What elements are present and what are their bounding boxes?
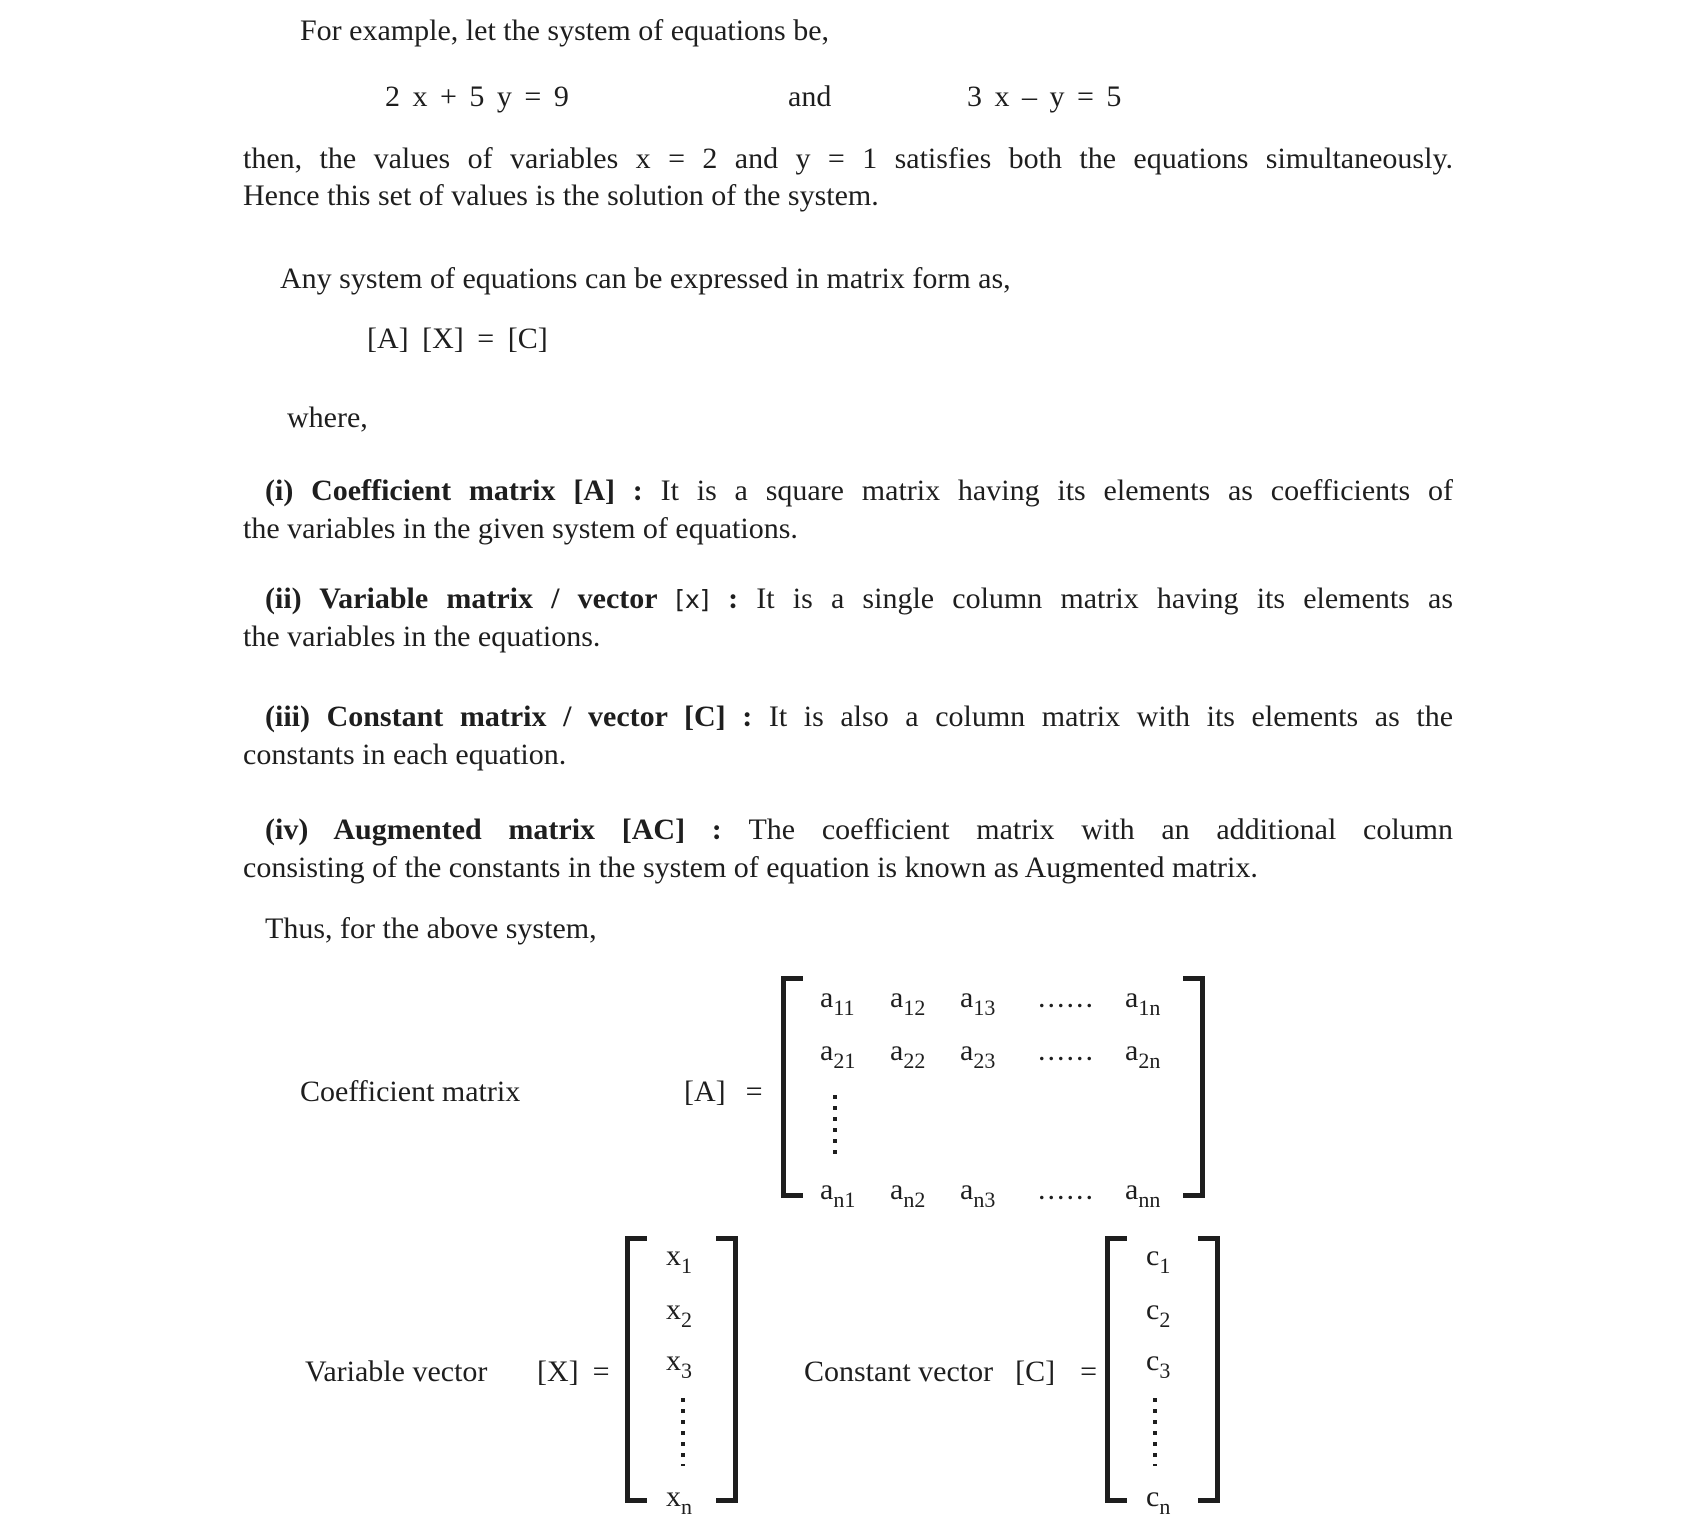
matrix-cell bbox=[890, 979, 960, 1027]
definition-iv-line1 bbox=[243, 811, 1453, 850]
cell-base: ...... bbox=[1038, 1173, 1095, 1206]
coefficient-matrix-label: Coefficient matrix bbox=[300, 1075, 521, 1108]
cell-subscript: n bbox=[681, 1494, 692, 1519]
matrix-cell bbox=[960, 1171, 1038, 1219]
matrix-cell bbox=[890, 1171, 960, 1219]
matrix-cell bbox=[1125, 1032, 1160, 1080]
matrix-form-intro-line: Any system of equations can be expressed in matrix form as, bbox=[280, 262, 1011, 295]
definition-iii-line1 bbox=[243, 698, 1453, 737]
matrix-cell bbox=[890, 1032, 960, 1080]
vector-entry bbox=[1146, 1478, 1170, 1526]
definition-ii-colon: : bbox=[728, 582, 757, 615]
cell-subscript: 12 bbox=[903, 995, 926, 1020]
cell-base: a bbox=[960, 1034, 974, 1067]
equation-conjunction: and bbox=[788, 80, 832, 113]
definition-ii-text: It is a single column matrix having its elements as bbox=[756, 582, 1453, 615]
cell-base: x bbox=[666, 1480, 681, 1513]
vector-entry bbox=[666, 1291, 692, 1339]
matrix-row-n bbox=[820, 1171, 1160, 1219]
vector-vertical-ellipsis bbox=[1153, 1398, 1157, 1466]
cell-subscript: 21 bbox=[833, 1048, 856, 1073]
definition-ii-line2: the variables in the equations. bbox=[243, 620, 601, 653]
matrix-row-2 bbox=[820, 1032, 1160, 1080]
matrix-equation: [A] [X] = [C] bbox=[367, 322, 548, 355]
matrix-right-bracket bbox=[1183, 976, 1205, 1198]
definition-iv-text: The coefficient matrix with an additional column bbox=[748, 813, 1454, 846]
thus-line: Thus, for the above system, bbox=[265, 912, 597, 945]
definition-i-term: (i) Coefficient matrix [A] : bbox=[265, 474, 661, 507]
vector-entry bbox=[666, 1237, 692, 1285]
variable-vector-right-bracket bbox=[716, 1236, 738, 1503]
definition-i-line2: the variables in the given system of equations. bbox=[243, 512, 798, 545]
matrix-cell bbox=[1125, 1171, 1160, 1219]
coefficient-matrix-symbol: [A] bbox=[684, 1075, 726, 1108]
matrix-cell bbox=[960, 1032, 1038, 1080]
cell-base: x bbox=[666, 1239, 681, 1272]
matrix-row-ellipsis bbox=[1038, 1171, 1125, 1219]
cell-subscript: n3 bbox=[973, 1187, 996, 1212]
constant-vector-lhs bbox=[804, 1353, 1097, 1391]
variable-vector-label: Variable vector bbox=[305, 1355, 488, 1388]
cell-base: a bbox=[960, 981, 974, 1014]
matrix-cell bbox=[1125, 979, 1160, 1027]
cell-subscript: nn bbox=[1138, 1187, 1161, 1212]
cell-subscript: 22 bbox=[903, 1048, 926, 1073]
cell-base: a bbox=[960, 1173, 974, 1206]
constant-vector-right-bracket bbox=[1198, 1236, 1220, 1503]
cell-base: x bbox=[666, 1344, 681, 1377]
cell-subscript: 2 bbox=[1159, 1307, 1171, 1332]
cell-base: c bbox=[1146, 1239, 1160, 1272]
constant-vector-label: Constant vector bbox=[804, 1355, 994, 1388]
matrix-row-1 bbox=[820, 979, 1160, 1027]
cell-base: c bbox=[1146, 1480, 1160, 1513]
definition-ii-line1 bbox=[243, 580, 1453, 619]
variable-vector-left-bracket bbox=[625, 1236, 647, 1503]
definition-i-line1 bbox=[243, 472, 1453, 511]
cell-subscript: 1n bbox=[1138, 995, 1161, 1020]
definition-i-text: It is a square matrix having its elements as coefficients of bbox=[660, 474, 1453, 507]
vector-entry bbox=[666, 1478, 692, 1526]
variable-vector-lhs bbox=[537, 1353, 610, 1391]
cell-base: a bbox=[1125, 981, 1139, 1014]
cell-subscript: 2n bbox=[1138, 1048, 1161, 1073]
variable-vector-equals: = bbox=[592, 1355, 610, 1388]
solution-line-2: Hence this set of values is the solution of the system. bbox=[243, 179, 879, 212]
matrix-vertical-ellipsis bbox=[833, 1095, 837, 1161]
cell-subscript: 2 bbox=[681, 1307, 692, 1332]
equation-left: 2 x + 5 y = 9 bbox=[385, 80, 569, 113]
cell-base: a bbox=[820, 1034, 834, 1067]
where-label: where, bbox=[287, 401, 368, 434]
definition-iv-line2: consisting of the constants in the system of equation is known as Augmented matrix. bbox=[243, 851, 1258, 884]
definition-iii-term: (iii) Constant matrix / vector [C] : bbox=[265, 700, 769, 733]
vector-entry bbox=[1146, 1291, 1170, 1339]
cell-base: c bbox=[1146, 1344, 1160, 1377]
definition-ii-term: (ii) Variable matrix / vector bbox=[265, 582, 676, 615]
constant-vector-equals: = bbox=[1080, 1355, 1098, 1388]
cell-base: a bbox=[890, 1034, 904, 1067]
solution-line-1: then, the values of variables x = 2 and y = 1 satisfies both the equations simultaneously. bbox=[243, 142, 1453, 175]
cell-base: x bbox=[666, 1293, 681, 1326]
cell-subscript: 3 bbox=[1159, 1358, 1171, 1383]
coefficient-matrix-lhs bbox=[684, 1073, 763, 1111]
variable-vector-symbol: [X] bbox=[537, 1355, 579, 1388]
matrix-cell bbox=[820, 1171, 890, 1219]
intro-line: For example, let the system of equations be, bbox=[300, 14, 830, 47]
vector-entry bbox=[1146, 1342, 1170, 1390]
vector-entry bbox=[666, 1342, 692, 1390]
cell-subscript: 13 bbox=[973, 995, 996, 1020]
matrix-cell bbox=[820, 979, 890, 1027]
matrix-left-bracket bbox=[781, 976, 803, 1198]
cell-base: a bbox=[1125, 1173, 1139, 1206]
definition-iv-term: (iv) Augmented matrix [AC] : bbox=[265, 813, 749, 846]
cell-subscript: 3 bbox=[681, 1358, 692, 1383]
cell-subscript: 23 bbox=[973, 1048, 996, 1073]
definition-ii-symbol: [x] bbox=[675, 585, 729, 614]
constant-vector-symbol: [C] bbox=[1015, 1355, 1056, 1388]
definition-iii-text: It is also a column matrix with its elements as the bbox=[768, 700, 1454, 733]
cell-base: a bbox=[820, 981, 834, 1014]
matrix-cell bbox=[960, 979, 1038, 1027]
cell-subscript: n1 bbox=[833, 1187, 856, 1212]
constant-vector-left-bracket bbox=[1105, 1236, 1127, 1503]
matrix-row-ellipsis bbox=[1038, 979, 1125, 1027]
cell-base: a bbox=[1125, 1034, 1139, 1067]
cell-subscript: 1 bbox=[1159, 1253, 1171, 1278]
matrix-row-ellipsis bbox=[1038, 1032, 1125, 1080]
definition-iii-line2: constants in each equation. bbox=[243, 738, 567, 771]
cell-base: ...... bbox=[1038, 1034, 1095, 1067]
cell-subscript: n2 bbox=[903, 1187, 926, 1212]
cell-base: a bbox=[890, 1173, 904, 1206]
matrix-cell bbox=[820, 1032, 890, 1080]
vector-entry bbox=[1146, 1237, 1170, 1285]
cell-base: ...... bbox=[1038, 981, 1095, 1014]
cell-base: a bbox=[890, 981, 904, 1014]
cell-subscript: 1 bbox=[681, 1253, 692, 1278]
coefficient-matrix-equals: = bbox=[745, 1075, 763, 1108]
cell-subscript: n bbox=[1159, 1494, 1171, 1519]
equation-right: 3 x – y = 5 bbox=[967, 80, 1122, 113]
cell-subscript: 11 bbox=[833, 995, 855, 1020]
vector-vertical-ellipsis bbox=[681, 1398, 685, 1466]
cell-base: a bbox=[820, 1173, 834, 1206]
cell-base: c bbox=[1146, 1293, 1160, 1326]
